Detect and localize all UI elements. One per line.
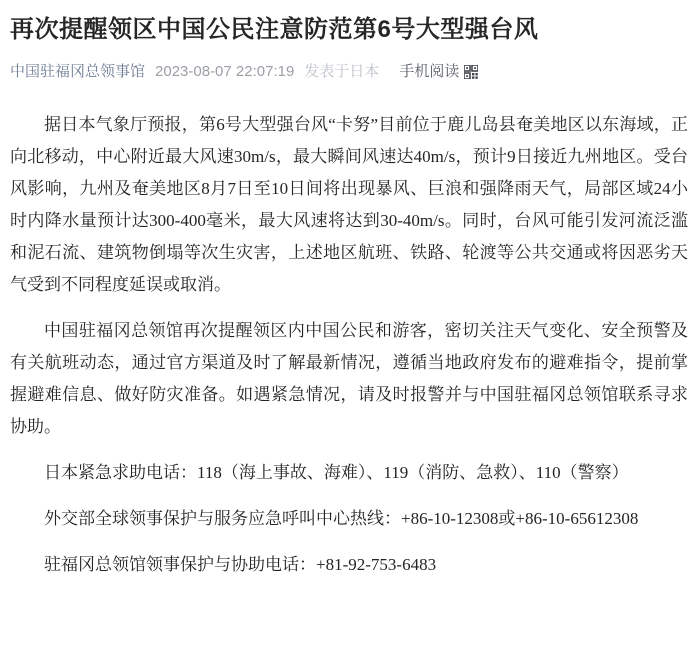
mobile-read-label: 手机阅读 [399,63,460,80]
mobile-read-link[interactable] [399,62,478,82]
qr-code-icon[interactable] [464,65,478,79]
publish-location: 发表于日本 [304,63,380,80]
article-meta-row [10,62,688,82]
article-paragraph: 日本紧急求助电话：118（海上事故、海难）、119（消防、急救）、110（警察） [44,463,629,482]
article-paragraph: 驻福冈总领馆领事保护与协助电话：+81-92-753-6483 [44,555,437,574]
article-paragraph: 中国驻福冈总领馆再次提醒领区内中国公民和游客，密切关注天气变化、安全预警及有关航班动态，通过官方渠道及时了解最新情况，遵循当地政府发布的避难指令，提前掌握避难信息、做好防灾准备。如遇紧急情况，请及时报警并与中国驻福冈总领馆联系寻求协助。 [10,321,688,436]
publish-timestamp: 2023-08-07 22:07:19 [155,63,295,80]
article-paragraph: 外交部全球领事保护与服务应急呼叫中心热线：+86-10-12308或+86-10-65612308 [44,509,639,528]
article-title: 再次提醒领区中国公民注意防范第6号大型强台风 [10,16,539,43]
article-body [10,109,688,581]
account-name-link[interactable]: 中国驻福冈总领事馆 [10,63,146,80]
article-paragraph: 据日本气象厅预报，第6号大型强台风“卡努”目前位于鹿儿岛县奄美地区以东海域，正向北移动，中心附近最大风速30m/s，最大瞬间风速达40m/s，预计9日接近九州地区。受台风影响，九州及奄美地区8月7日至10日间将出现暴风、巨浪和强降雨天气，局部区域24小时内降水量预计达300-400毫米，最大风速将达到30-40m/s。同时，台风可能引发河流泛滥和泥石流、建筑物倒塌等次生灾害，上述地区航班、铁路、轮渡等公共交通或将因恶劣天气受到不同程度延误或取消。 [10,115,688,294]
